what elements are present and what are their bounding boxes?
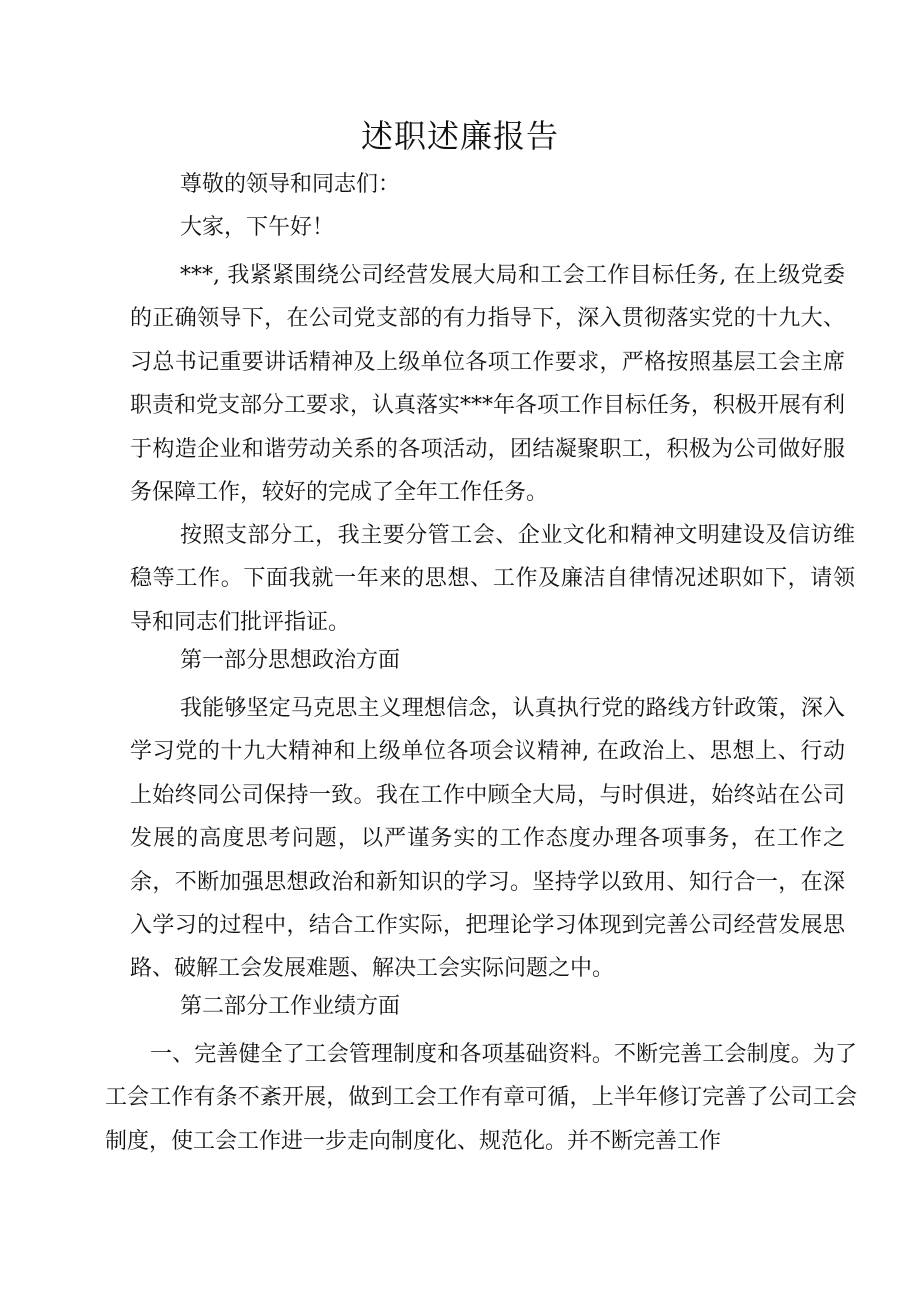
greeting: 大家，下午好！ (180, 215, 335, 240)
section2-paragraph: 一、完善健全了工会管理制度和各项基础资料。不断完善工会制度。为了工会工作有条不紊开展，做到工会工作有章可循，上半年修订完善了公司工会制度，使工会工作进一步走向制度化、规范化。并不断完善工作 (105, 1042, 857, 1154)
section2-heading: 第二部分工作业绩方面 (180, 994, 401, 1019)
section1-heading: 第一部分思想政治方面 (180, 648, 401, 673)
section1-paragraph: 我能够坚定马克思主义理想信念，认真执行党的路线方针政策，深入学习党的十九大精神和上级单位各项会议精神, 在政治上、思想上、行动上始终同公司保持一致。我在工作中顾全大局，与时俱进，始终站在公司发展的高度思考问题，以严谨务实的工作态度办理各项事务，在工作之余，不断加强思想政治和新知识的学习。坚持学以致用、知行合一，在深入学习的过程中，结合工作实际，把理论学习体现到完善公司经营发展思路、破解工会发展难题、解决工会实际问题之中。 (130, 696, 845, 982)
duties-paragraph: 按照支部分工，我主要分管工会、企业文化和精神文明建设及信访维稳等工作。下面我就一年来的思想、工作及廉洁自律情况述职如下，请领导和同志们批评指证。 (130, 523, 855, 635)
salutation: 尊敬的领导和同志们： (180, 172, 401, 197)
intro-paragraph: ***, 我紧紧围绕公司经营发展大局和工会工作目标任务, 在上级党委的正确领导下，在公司党支部的有力指导下，深入贯彻落实党的十九大、习总书记重要讲话精神及上级单位各项工作要求，严格按照基层工会主席职责和党支部分工要求，认真落实***年各项工作目标任务，积极开展有利于构造企业和谐劳动关系的各项活动，团结凝聚职工，积极为公司做好服务保障工作，较好的完成了全年工作任务。 (130, 263, 846, 506)
document-title: 述职述廉报告 (360, 117, 559, 155)
